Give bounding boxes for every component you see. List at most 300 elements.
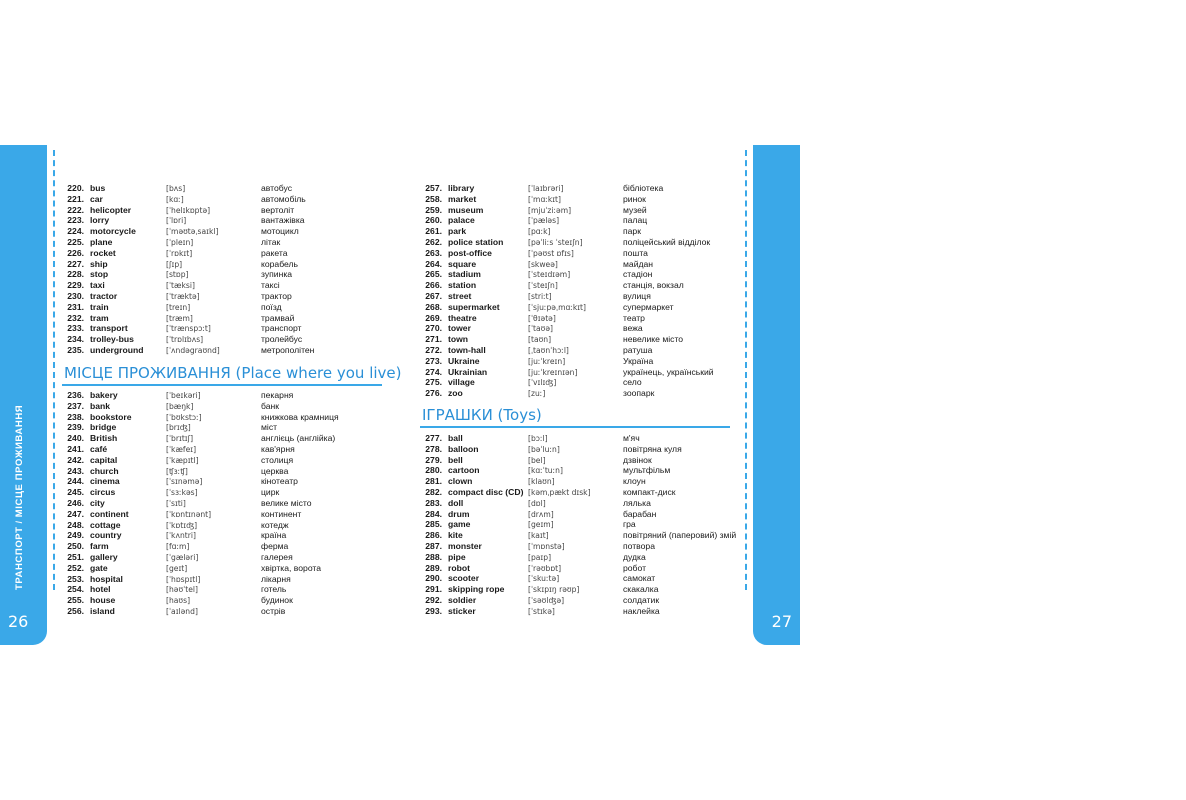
entry-number: 264. bbox=[425, 258, 442, 269]
vocab-row bbox=[420, 563, 783, 574]
ukrainian-translation: книжкова крамниця bbox=[261, 411, 339, 422]
entry-number: 285. bbox=[425, 519, 442, 530]
transcription: [ˈsəʊlʤə] bbox=[528, 595, 565, 605]
ukrainian-translation: вежа bbox=[623, 323, 643, 334]
vocab-row bbox=[420, 269, 783, 280]
transcription: [ˈtæksi] bbox=[166, 281, 195, 291]
entry-number: 248. bbox=[67, 519, 84, 530]
english-word: museum bbox=[448, 204, 484, 215]
vocab-row bbox=[62, 183, 421, 194]
entry-number: 259. bbox=[425, 204, 442, 215]
english-word: compact disc (CD) bbox=[448, 486, 524, 497]
english-word: ship bbox=[90, 258, 108, 269]
transcription: [taʊn] bbox=[528, 335, 552, 345]
ukrainian-translation: лялька bbox=[623, 497, 651, 508]
vocab-row bbox=[62, 323, 421, 334]
english-word: city bbox=[90, 497, 105, 508]
entry-number: 272. bbox=[425, 344, 442, 355]
english-word: Ukrainian bbox=[448, 366, 488, 377]
section-title-place: МІСЦЕ ПРОЖИВАННЯ (Place where you live) bbox=[64, 364, 402, 382]
entry-number: 265. bbox=[425, 269, 442, 280]
vocab-row bbox=[420, 237, 783, 248]
english-word: island bbox=[90, 605, 115, 616]
section-underline bbox=[420, 426, 730, 428]
english-word: park bbox=[448, 226, 467, 237]
vocab-row bbox=[420, 595, 783, 606]
left-page bbox=[0, 0, 400, 800]
transcription: [dɒl] bbox=[528, 498, 546, 508]
ukrainian-translation: мультфільм bbox=[623, 465, 671, 476]
ukrainian-translation: велике місто bbox=[261, 497, 312, 508]
ukrainian-translation: поїзд bbox=[261, 301, 282, 312]
transcription: [ˈgæləri] bbox=[166, 552, 199, 562]
ukrainian-translation: українець, український bbox=[623, 366, 714, 377]
dashed-border bbox=[53, 150, 55, 590]
entry-number: 273. bbox=[425, 355, 442, 366]
vocab-row bbox=[62, 334, 421, 345]
ukrainian-translation: котедж bbox=[261, 519, 289, 530]
vocab-row bbox=[62, 280, 421, 291]
english-word: monster bbox=[448, 540, 482, 551]
entry-number: 269. bbox=[425, 312, 442, 323]
vocab-row bbox=[62, 487, 421, 498]
transcription: [ˈtræktə] bbox=[166, 291, 200, 301]
vocab-row bbox=[62, 498, 421, 509]
english-word: bridge bbox=[90, 422, 117, 433]
english-word: cartoon bbox=[448, 465, 480, 476]
vocab-row bbox=[62, 433, 421, 444]
vocab-row bbox=[420, 367, 783, 378]
entry-number: 292. bbox=[425, 594, 442, 605]
transcription: [paɪp] bbox=[528, 552, 552, 562]
transcription: [zuː] bbox=[528, 389, 546, 399]
english-word: kite bbox=[448, 530, 463, 541]
vocab-row bbox=[62, 520, 421, 531]
english-word: ball bbox=[448, 433, 463, 443]
english-word: underground bbox=[90, 344, 144, 355]
vocab-row bbox=[420, 388, 783, 399]
transcription: [ˈsteɪdɪəm] bbox=[528, 270, 571, 280]
ukrainian-translation: зоопарк bbox=[623, 388, 655, 399]
transcription: [ˈʌndəgraʊnd] bbox=[166, 345, 220, 355]
english-word: stop bbox=[90, 269, 109, 280]
transcription: [ˈskuːtə] bbox=[528, 574, 560, 584]
ukrainian-translation: міст bbox=[261, 422, 278, 433]
side-tab-label bbox=[14, 170, 32, 590]
transcription: [juːˈkreɪnɪən] bbox=[528, 367, 578, 377]
english-word: continent bbox=[90, 508, 129, 519]
transcription: [bɔːl] bbox=[528, 434, 548, 443]
entry-number: 220. bbox=[67, 183, 84, 193]
entry-number: 224. bbox=[67, 226, 84, 237]
ukrainian-translation: барабан bbox=[623, 508, 657, 519]
english-word: tram bbox=[90, 312, 109, 323]
side-label-transport: ТРАНСПОРТ bbox=[14, 526, 25, 590]
entry-number: 244. bbox=[67, 476, 84, 487]
entry-number: 225. bbox=[67, 236, 84, 247]
ukrainian-translation: автомобіль bbox=[261, 193, 306, 204]
vocab-row bbox=[420, 194, 783, 205]
ukrainian-translation: галерея bbox=[261, 551, 293, 562]
page-number: 26 bbox=[8, 612, 29, 631]
vocab-row bbox=[62, 302, 421, 313]
transcription: [ˈbrɪtɪʃ] bbox=[166, 434, 194, 444]
entry-number: 289. bbox=[425, 562, 442, 573]
entry-number: 268. bbox=[425, 301, 442, 312]
transcription: [ˈmɒnstə] bbox=[528, 541, 565, 551]
transcription: [juːˈkreɪn] bbox=[528, 356, 566, 366]
transcription: [ˈbeɪkəri] bbox=[166, 391, 201, 400]
transcription: [ˈməʊtəˌsaɪkl] bbox=[166, 227, 219, 237]
ukrainian-translation: тролейбус bbox=[261, 334, 303, 345]
transcription: [ˈpæləs] bbox=[528, 216, 560, 226]
ukrainian-translation: майдан bbox=[623, 258, 654, 269]
ukrainian-translation: трамвай bbox=[261, 312, 295, 323]
english-word: robot bbox=[448, 562, 470, 573]
english-word: town bbox=[448, 334, 469, 345]
entry-number: 262. bbox=[425, 236, 442, 247]
ukrainian-translation: церква bbox=[261, 465, 289, 476]
vocab-row bbox=[420, 509, 783, 520]
vocab-row bbox=[420, 552, 783, 563]
vocab-row bbox=[62, 574, 421, 585]
ukrainian-translation: супермаркет bbox=[623, 301, 674, 312]
ukrainian-translation: кав'ярня bbox=[261, 443, 295, 454]
english-word: pipe bbox=[448, 551, 466, 562]
english-word: lorry bbox=[90, 215, 110, 226]
ukrainian-translation: солдатик bbox=[623, 594, 660, 605]
english-word: helicopter bbox=[90, 204, 132, 215]
vocab-row bbox=[420, 455, 783, 466]
english-word: market bbox=[448, 193, 477, 204]
vocab-row bbox=[420, 248, 783, 259]
entry-number: 230. bbox=[67, 290, 84, 301]
english-word: village bbox=[448, 377, 475, 388]
transcription: [haʊs] bbox=[166, 596, 191, 606]
vocab-row bbox=[62, 237, 421, 248]
ukrainian-translation: бібліотека bbox=[623, 183, 664, 193]
transcription: [ˈsjuːpəˌmɑːkɪt] bbox=[528, 302, 587, 312]
entry-number: 267. bbox=[425, 290, 442, 301]
transcription: [ʧɜːʧ] bbox=[166, 466, 188, 476]
transcription: [ˌtaʊnˈhɔːl] bbox=[528, 345, 569, 355]
ukrainian-translation: хвіртка, ворота bbox=[261, 562, 322, 573]
ukrainian-translation: невелике місто bbox=[623, 334, 684, 345]
entry-number: 276. bbox=[425, 388, 442, 399]
side-label-toys: ІГРАШКИ bbox=[1175, 573, 1186, 620]
entry-number: 238. bbox=[67, 411, 84, 422]
transcription: [bʌs] bbox=[166, 184, 186, 193]
entry-number: 250. bbox=[67, 541, 84, 552]
ukrainian-translation: палац bbox=[623, 215, 648, 226]
transcription: [ˈhelɪkɒptə] bbox=[166, 205, 211, 215]
entry-number: 288. bbox=[425, 551, 442, 562]
side-label-place: МІСЦЕ ПРОЖИВАННЯ bbox=[1175, 451, 1186, 564]
transcription: [brɪʤ] bbox=[166, 423, 191, 433]
transcription: [ˈkɒntɪnənt] bbox=[166, 509, 212, 519]
transcription: [fɑːm] bbox=[166, 542, 190, 552]
transcription: [ˈstɪkə] bbox=[528, 606, 555, 616]
ukrainian-translation: скакалка bbox=[623, 584, 659, 595]
ukrainian-translation: мотоцикл bbox=[261, 226, 299, 237]
entry-number: 233. bbox=[67, 323, 84, 334]
ukrainian-translation: станція, вокзал bbox=[623, 280, 684, 291]
page-number: 27 bbox=[771, 612, 792, 631]
ukrainian-translation: таксі bbox=[261, 280, 280, 291]
entry-number: 281. bbox=[425, 476, 442, 487]
english-word: bell bbox=[448, 454, 463, 465]
ukrainian-translation: пекарня bbox=[261, 390, 294, 400]
english-word: street bbox=[448, 290, 472, 301]
ukrainian-translation: ринок bbox=[623, 193, 646, 204]
vocab-row bbox=[420, 205, 783, 216]
transcription: [həʊˈtel] bbox=[166, 585, 198, 595]
vocab-row bbox=[420, 476, 783, 487]
transcription: [mjuˈziːəm] bbox=[528, 205, 572, 215]
english-word: house bbox=[90, 595, 116, 606]
vocab-row bbox=[420, 291, 783, 302]
english-word: gate bbox=[90, 562, 108, 573]
english-word: police station bbox=[448, 236, 504, 247]
vocab-row bbox=[62, 476, 421, 487]
entry-number: 247. bbox=[67, 508, 84, 519]
entry-number: 241. bbox=[67, 443, 84, 454]
ukrainian-translation: вулиця bbox=[623, 290, 651, 301]
entry-number: 287. bbox=[425, 540, 442, 551]
side-label-separator: / bbox=[14, 520, 25, 524]
ukrainian-translation: м'яч bbox=[623, 433, 640, 443]
vocab-row bbox=[420, 334, 783, 345]
transcription: [kɑː] bbox=[166, 194, 184, 204]
right-page bbox=[400, 0, 1186, 800]
transcription: [ˈtrænspɔːt] bbox=[166, 324, 211, 334]
vocab-row bbox=[420, 498, 783, 509]
english-word: train bbox=[90, 301, 109, 312]
entry-number: 228. bbox=[67, 269, 84, 280]
ukrainian-translation: літак bbox=[261, 236, 281, 247]
ukrainian-translation: столиця bbox=[261, 454, 294, 465]
entry-number: 271. bbox=[425, 334, 442, 345]
entry-number: 261. bbox=[425, 226, 442, 237]
english-word: rocket bbox=[90, 247, 116, 258]
entry-number: 260. bbox=[425, 215, 442, 226]
vocab-row bbox=[420, 215, 783, 226]
vocab-row bbox=[62, 563, 421, 574]
transcription: [ˈbʊkstɔː] bbox=[166, 412, 202, 422]
vocab-row bbox=[420, 433, 783, 444]
vocab-row bbox=[420, 606, 783, 617]
entry-number: 221. bbox=[67, 193, 84, 204]
entry-number: 235. bbox=[67, 344, 84, 355]
vocab-row bbox=[62, 291, 421, 302]
english-word: taxi bbox=[90, 280, 105, 291]
vocab-row bbox=[62, 530, 421, 541]
vocab-row bbox=[420, 356, 783, 367]
word-list-transport bbox=[62, 183, 421, 356]
ukrainian-translation: острів bbox=[261, 605, 286, 616]
english-word: country bbox=[90, 530, 122, 541]
transcription: [ˈtaʊə] bbox=[528, 324, 554, 334]
transcription: [træm] bbox=[166, 313, 193, 323]
transcription: [ˈpleɪn] bbox=[166, 237, 194, 247]
english-word: sticker bbox=[448, 605, 476, 616]
transcription: [kaɪt] bbox=[528, 531, 549, 541]
vocab-row bbox=[62, 401, 421, 412]
ukrainian-translation: метрополітен bbox=[261, 344, 315, 355]
entry-number: 254. bbox=[67, 584, 84, 595]
english-word: gallery bbox=[90, 551, 118, 562]
ukrainian-translation: повітряна куля bbox=[623, 443, 682, 454]
entry-number: 239. bbox=[67, 422, 84, 433]
vocab-row bbox=[62, 248, 421, 259]
vocab-row bbox=[420, 345, 783, 356]
entry-number: 245. bbox=[67, 487, 84, 498]
transcription: [ˈskɪpɪŋ rəʊp] bbox=[528, 585, 580, 595]
english-word: motorcycle bbox=[90, 226, 136, 237]
ukrainian-translation: повітряний (паперовий) змій bbox=[623, 530, 737, 541]
ukrainian-translation: кінотеатр bbox=[261, 476, 298, 487]
entry-number: 222. bbox=[67, 204, 84, 215]
entry-number: 282. bbox=[425, 486, 442, 497]
english-word: station bbox=[448, 280, 477, 291]
entry-number: 256. bbox=[67, 605, 84, 616]
entry-number: 290. bbox=[425, 573, 442, 584]
english-word: bakery bbox=[90, 390, 118, 400]
english-word: theatre bbox=[448, 312, 477, 323]
ukrainian-translation: самокат bbox=[623, 573, 656, 584]
ukrainian-translation: компакт-диск bbox=[623, 486, 676, 497]
ukrainian-translation: музей bbox=[623, 204, 647, 215]
ukrainian-translation: ракета bbox=[261, 247, 288, 258]
transcription: [ˈsɪnəmə] bbox=[166, 477, 203, 487]
vocab-row bbox=[62, 595, 421, 606]
entry-number: 270. bbox=[425, 323, 442, 334]
english-word: post-office bbox=[448, 247, 492, 258]
english-word: transport bbox=[90, 323, 128, 334]
entry-number: 253. bbox=[67, 573, 84, 584]
english-word: town-hall bbox=[448, 344, 486, 355]
transcription: [kəmˌpækt dɪsk] bbox=[528, 487, 591, 497]
entry-number: 283. bbox=[425, 497, 442, 508]
transcription: [pɑːk] bbox=[528, 227, 551, 237]
ukrainian-translation: потвора bbox=[623, 540, 655, 551]
vocab-row bbox=[62, 205, 421, 216]
vocab-row bbox=[62, 606, 421, 617]
entry-number: 258. bbox=[425, 193, 442, 204]
word-list-place bbox=[62, 390, 421, 617]
ukrainian-translation: ферма bbox=[261, 541, 289, 552]
english-word: square bbox=[448, 258, 477, 269]
ukrainian-translation: пошта bbox=[623, 247, 648, 258]
transcription: [bæŋk] bbox=[166, 401, 194, 411]
entry-number: 223. bbox=[67, 215, 84, 226]
ukrainian-translation: парк bbox=[623, 226, 641, 237]
vocab-row bbox=[62, 345, 421, 356]
english-word: skipping rope bbox=[448, 584, 505, 595]
entry-number: 286. bbox=[425, 530, 442, 541]
ukrainian-translation: трактор bbox=[261, 290, 292, 301]
entry-number: 234. bbox=[67, 334, 84, 345]
transcription: [ʃɪp] bbox=[166, 259, 183, 269]
english-word: capital bbox=[90, 454, 118, 465]
vocab-row bbox=[62, 552, 421, 563]
vocab-row bbox=[62, 412, 421, 423]
entry-number: 279. bbox=[425, 454, 442, 465]
ukrainian-translation: робот bbox=[623, 562, 647, 573]
vocab-row bbox=[62, 269, 421, 280]
vocab-row bbox=[62, 422, 421, 433]
english-word: café bbox=[90, 443, 108, 454]
english-word: church bbox=[90, 465, 119, 476]
transcription: [geɪm] bbox=[528, 520, 554, 530]
ukrainian-translation: автобус bbox=[261, 183, 293, 193]
vocab-row bbox=[62, 390, 421, 401]
entry-number: 263. bbox=[425, 247, 442, 258]
english-word: library bbox=[448, 183, 475, 193]
english-word: doll bbox=[448, 497, 464, 508]
entry-number: 280. bbox=[425, 465, 442, 476]
english-word: hotel bbox=[90, 584, 111, 595]
ukrainian-translation: Україна bbox=[623, 355, 654, 366]
transcription: [drʌm] bbox=[528, 509, 554, 519]
vocab-row bbox=[420, 313, 783, 324]
english-word: scooter bbox=[448, 573, 480, 584]
vocab-row bbox=[420, 259, 783, 270]
entry-number: 293. bbox=[425, 605, 442, 616]
ukrainian-translation: країна bbox=[261, 530, 287, 541]
transcription: [ˈsɪti] bbox=[166, 498, 186, 508]
transcription: [ˈtrɒlɪbʌs] bbox=[166, 335, 204, 345]
entry-number: 266. bbox=[425, 280, 442, 291]
transcription: [stɒp] bbox=[166, 270, 189, 280]
english-word: zoo bbox=[448, 388, 463, 399]
entry-number: 226. bbox=[67, 247, 84, 258]
ukrainian-translation: вантажівка bbox=[261, 215, 305, 226]
vocab-row bbox=[62, 313, 421, 324]
ukrainian-translation: село bbox=[623, 377, 642, 388]
transcription: [ˈpəʊst ɒfɪs] bbox=[528, 248, 574, 258]
vocab-row bbox=[62, 259, 421, 270]
ukrainian-translation: будинок bbox=[261, 595, 293, 606]
entry-number: 251. bbox=[67, 551, 84, 562]
english-word: bookstore bbox=[90, 411, 132, 422]
entry-number: 249. bbox=[67, 530, 84, 541]
transcription: [ˈvɪlɪʤ] bbox=[528, 378, 557, 388]
english-word: soldier bbox=[448, 594, 477, 605]
entry-number: 229. bbox=[67, 280, 84, 291]
transcription: [bəˈluːn] bbox=[528, 444, 560, 454]
english-word: hospital bbox=[90, 573, 123, 584]
entry-number: 240. bbox=[67, 433, 84, 444]
english-word: bank bbox=[90, 400, 111, 411]
entry-number: 242. bbox=[67, 454, 84, 465]
vocab-row bbox=[62, 584, 421, 595]
vocab-row bbox=[420, 519, 783, 530]
side-tab-label bbox=[1168, 200, 1186, 620]
entry-number: 291. bbox=[425, 584, 442, 595]
ukrainian-translation: дудка bbox=[623, 551, 646, 562]
vocab-row bbox=[62, 226, 421, 237]
transcription: [ˈkæfeɪ] bbox=[166, 444, 197, 454]
vocab-row bbox=[420, 530, 783, 541]
ukrainian-translation: банк bbox=[261, 400, 280, 411]
word-list-toys bbox=[420, 433, 783, 617]
vocab-row bbox=[420, 444, 783, 455]
transcription: [bel] bbox=[528, 455, 546, 465]
vocab-row bbox=[420, 584, 783, 595]
english-word: car bbox=[90, 193, 103, 204]
ukrainian-translation: стадіон bbox=[623, 269, 653, 280]
